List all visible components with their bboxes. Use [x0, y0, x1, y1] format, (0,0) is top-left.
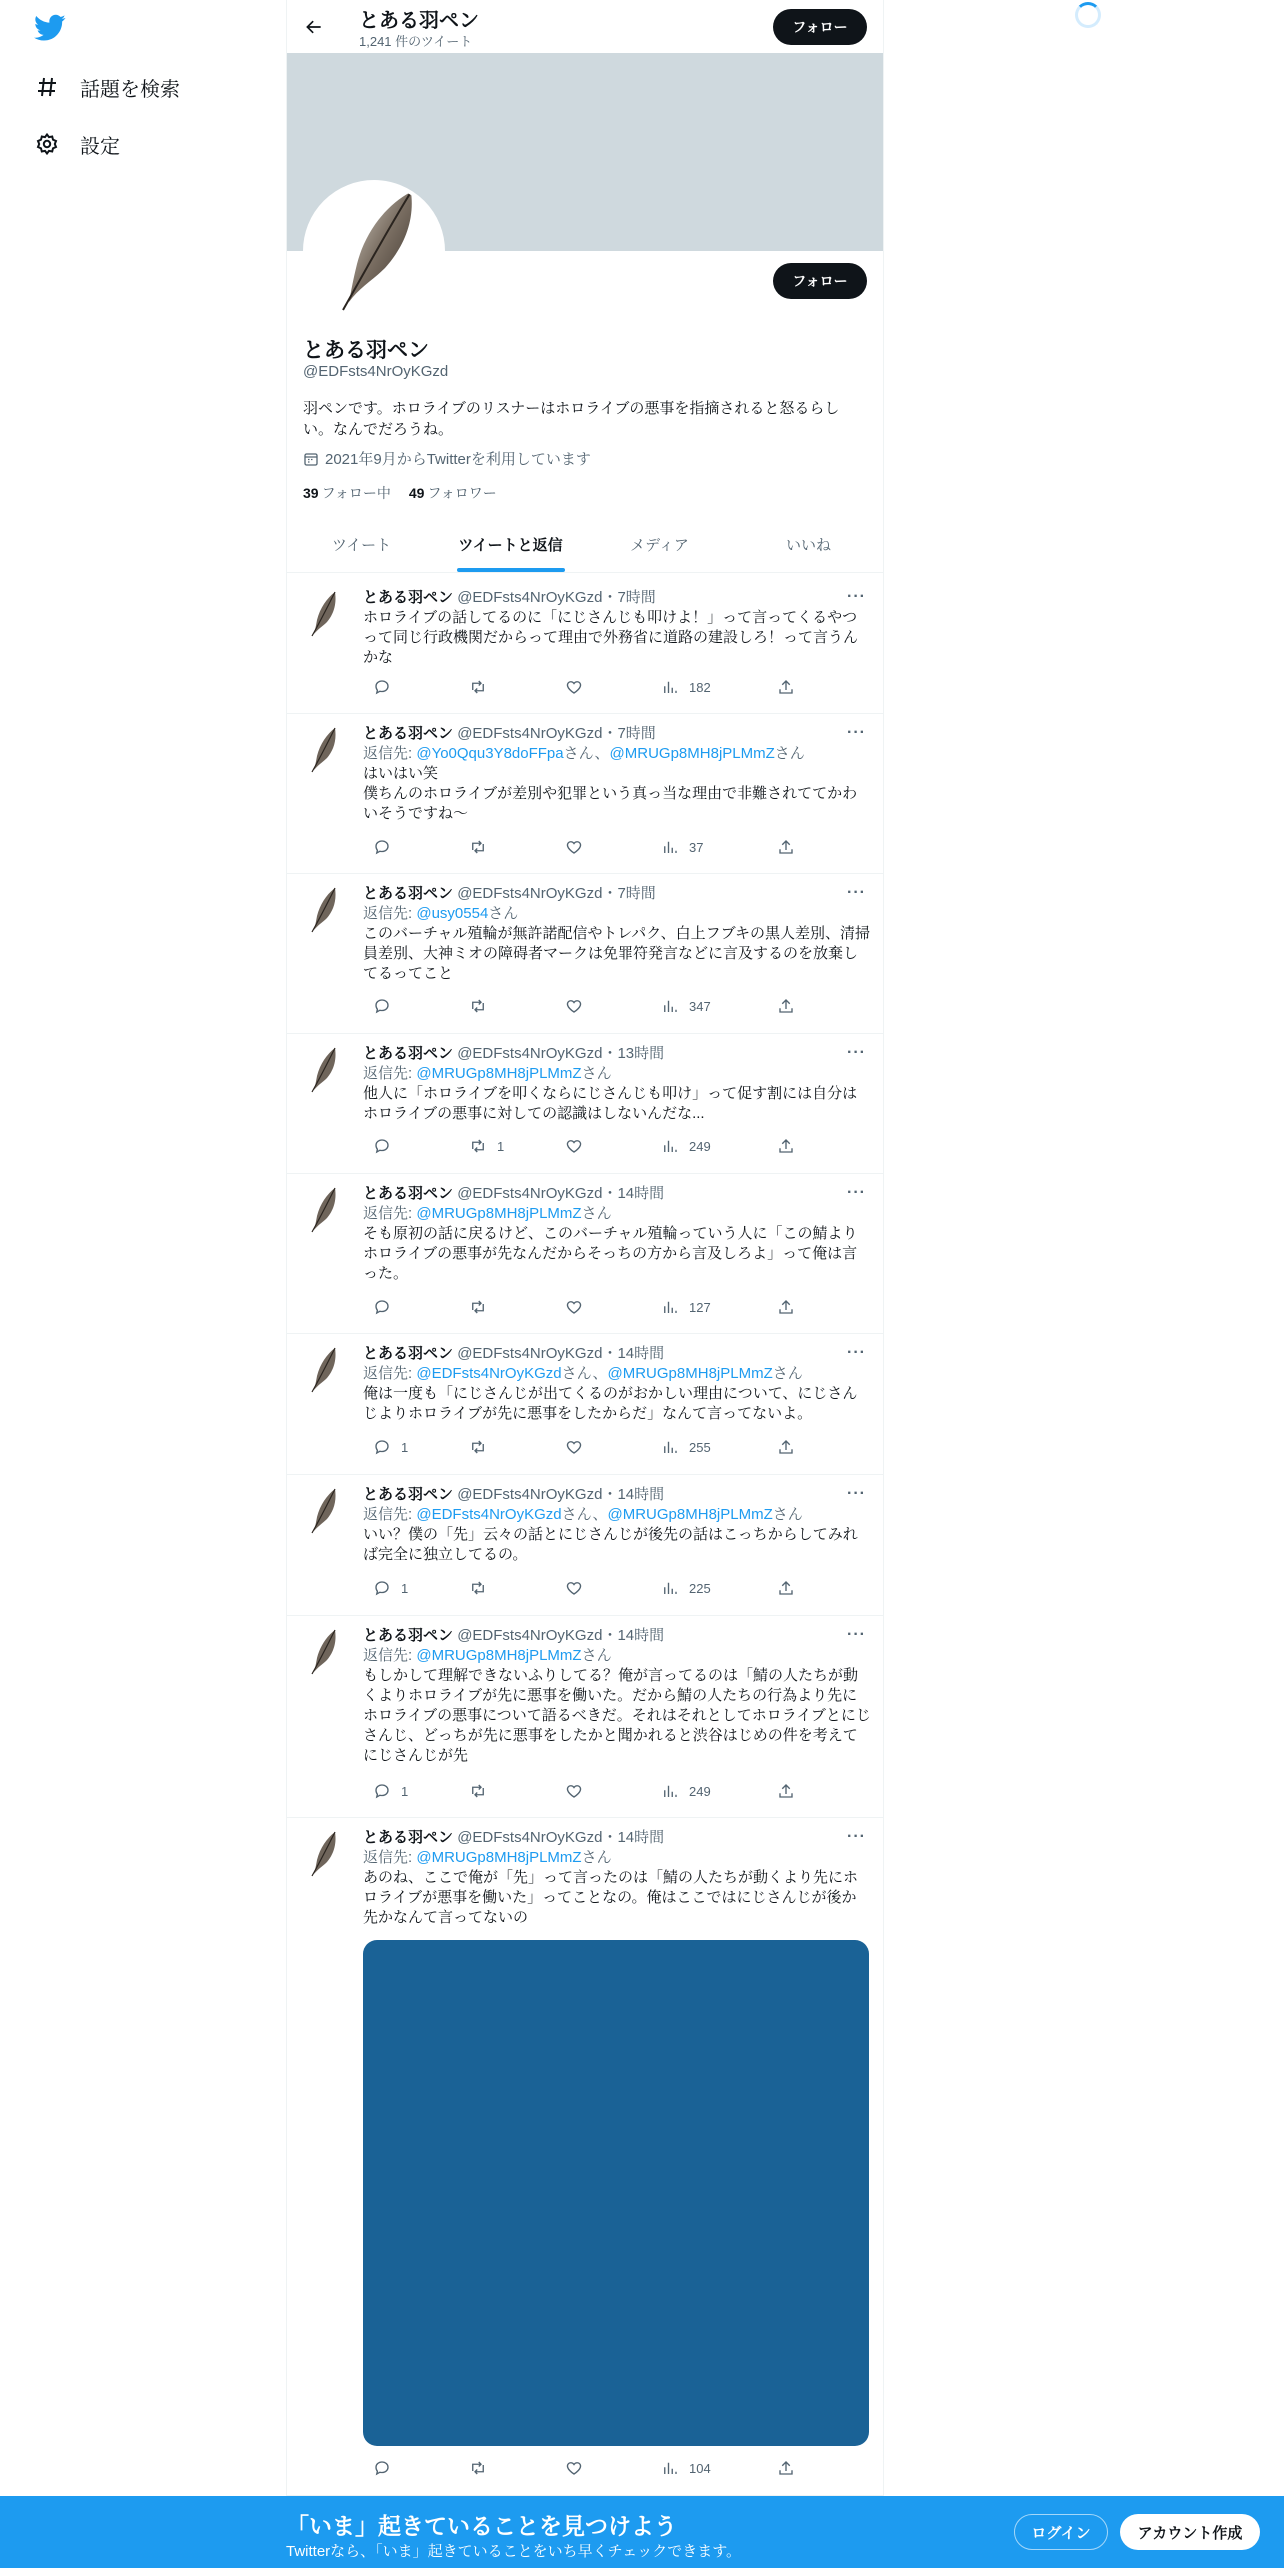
retweet-button[interactable]: [459, 1137, 504, 1155]
tweet-text: ホロライブの話してるのに「にじさんじも叩けよ！」って言ってくるやつって同じ行政機関だからって理由で外務省に道路の建設しろ！って言うんかな: [363, 609, 859, 666]
retweet-icon: [469, 838, 487, 856]
tweet-body: [363, 724, 871, 824]
tweet-author-handle[interactable]: @EDFsts4NrOyKGzd: [457, 885, 603, 902]
retweet-icon: [469, 1782, 487, 1800]
nav-settings-label: 設定: [80, 135, 120, 158]
tweet-author-handle[interactable]: @EDFsts4NrOyKGzd: [457, 1045, 603, 1062]
views-button[interactable]: [651, 1137, 711, 1155]
more-options-icon[interactable]: ···: [847, 1344, 866, 1361]
quill-feather-icon: [303, 1186, 343, 1234]
mention-link[interactable]: @EDFsts4NrOyKGzd: [416, 1365, 562, 1382]
mention-suffix: さん: [772, 1365, 803, 1382]
views-icon: [661, 1782, 679, 1800]
tweet-text: そも原初の話に戻るけど、このバーチャル殖輪っていう人に「この鯖よりホロライブの悪事が先なんだからそっちの方から言及しろよ」って俺は言った。: [363, 1225, 858, 1282]
bottom-bar-subtitle: Twitterなら、「いま」起きていることをいち早くチェックできます。: [286, 2543, 742, 2560]
tweet-time[interactable]: 7時間: [617, 589, 656, 606]
views-count: 127: [689, 1299, 711, 1315]
reply-button[interactable]: [363, 997, 391, 1015]
reply-button[interactable]: [363, 1298, 391, 1316]
tweet-separator: ・: [602, 885, 618, 902]
tweet-reply-to: [363, 744, 871, 764]
reply-icon: [373, 997, 391, 1015]
tweet-time[interactable]: 14時間: [617, 1486, 665, 1503]
like-button[interactable]: [555, 838, 583, 856]
tweet-header: [363, 1485, 871, 1505]
share-icon: [777, 1438, 795, 1456]
share-icon: [777, 997, 795, 1015]
profile-header-bar: [287, 0, 883, 53]
reply-icon: [373, 2459, 391, 2477]
mention-link[interactable]: @usy0554: [416, 905, 489, 922]
like-button[interactable]: [555, 997, 583, 1015]
profile-joined: [303, 448, 591, 469]
share-button[interactable]: [767, 1298, 795, 1316]
twitter-logo-icon[interactable]: [34, 14, 66, 42]
tweet-time[interactable]: 7時間: [617, 725, 656, 742]
tweet-author-handle[interactable]: @EDFsts4NrOyKGzd: [457, 1627, 603, 1644]
share-button[interactable]: [767, 838, 795, 856]
tweet-author-handle[interactable]: @EDFsts4NrOyKGzd: [457, 1829, 603, 1846]
back-arrow-icon[interactable]: [299, 12, 329, 42]
followers-count: 49: [408, 485, 425, 501]
signup-bottom-bar: [0, 2496, 1284, 2568]
tweet-separator: ・: [602, 589, 618, 606]
reply-button[interactable]: [363, 1782, 408, 1800]
reply-icon: [373, 1579, 391, 1597]
retweet-icon: [469, 1579, 487, 1597]
retweet-button[interactable]: [459, 2459, 487, 2477]
mention-link[interactable]: @MRUGp8MH8jPLMmZ: [416, 1647, 582, 1664]
retweet-button[interactable]: [459, 1298, 487, 1316]
reply-button[interactable]: [363, 1137, 391, 1155]
tweet-avatar[interactable]: [303, 886, 343, 934]
mention-suffix: さん: [581, 1205, 612, 1222]
like-icon: [565, 1579, 583, 1597]
tweet-actions: [363, 837, 783, 857]
more-options-icon[interactable]: ···: [847, 884, 866, 901]
header-tweet-count: 1,241 件のツイート: [359, 34, 473, 49]
tweet-separator: ・: [602, 725, 618, 742]
quill-feather-icon: [303, 590, 343, 638]
tweet-header: [363, 1828, 871, 1848]
mention-link[interactable]: @MRUGp8MH8jPLMmZ: [607, 1365, 773, 1382]
followers-link[interactable]: [409, 483, 497, 503]
share-button[interactable]: [767, 1137, 795, 1155]
tweet-actions: [363, 677, 783, 697]
retweet-button[interactable]: [459, 678, 487, 696]
retweet-button[interactable]: [459, 1579, 487, 1597]
tweet-text: このバーチャル殖輪が無許諾配信やトレパク、白上フブキの黒人差別、清掃員差別、大神ミオの障碍者マークは免罪符発言などに言及するのを放棄してるってこと: [363, 925, 871, 982]
tweet-separator: ・: [602, 1185, 618, 1202]
views-button[interactable]: [651, 1438, 711, 1456]
tweet-separator: ・: [602, 1345, 618, 1362]
share-button[interactable]: [767, 678, 795, 696]
tweet-author-name[interactable]: とある羽ペン: [363, 725, 454, 742]
loading-spinner-icon: [1075, 2, 1101, 28]
tweet-reply-to: [363, 1848, 871, 1868]
quill-feather-icon: [303, 1628, 343, 1676]
mention-link[interactable]: @EDFsts4NrOyKGzd: [416, 1506, 562, 1523]
retweet-icon: [469, 1438, 487, 1456]
tweet-avatar[interactable]: [303, 1186, 343, 1234]
tweet-media-image[interactable]: [363, 1940, 869, 2446]
share-button[interactable]: [767, 1579, 795, 1597]
quill-feather-icon: [303, 886, 343, 934]
tweet-reply-to: [363, 1064, 871, 1084]
more-options-icon[interactable]: ···: [847, 724, 866, 741]
like-icon: [565, 2459, 583, 2477]
views-count: 249: [689, 1783, 711, 1799]
profile-avatar[interactable]: [303, 180, 445, 322]
tweet-body: [363, 588, 871, 668]
reply-icon: [373, 1298, 391, 1316]
tweet[interactable]: [287, 1334, 883, 1475]
tweet[interactable]: [287, 1174, 883, 1334]
views-button[interactable]: [651, 1579, 711, 1597]
views-count: 37: [689, 839, 704, 855]
tweet-author-name[interactable]: とある羽ペン: [363, 1185, 454, 1202]
tweet-text: 他人に「ホロライブを叩くならにじさんじも叩け」って促す割には自分はホロライブの悪事に対しての認識はしないんだな...: [363, 1085, 858, 1122]
reply-button[interactable]: [363, 2459, 391, 2477]
tweet-time[interactable]: 14時間: [617, 1185, 665, 1202]
calendar-icon: [303, 451, 319, 467]
tweet-author-name[interactable]: とある羽ペン: [363, 1627, 454, 1644]
reply-button[interactable]: [363, 838, 391, 856]
profile-follow-button[interactable]: フォロー: [773, 263, 867, 299]
following-count: 39: [303, 485, 319, 501]
more-options-icon[interactable]: ···: [847, 1626, 866, 1643]
tweet-author-handle[interactable]: @EDFsts4NrOyKGzd: [457, 1345, 603, 1362]
tweet-body: [363, 1626, 871, 1766]
views-button[interactable]: [651, 838, 703, 856]
quill-feather-icon: [303, 726, 343, 774]
reply-button[interactable]: [363, 1579, 408, 1597]
quill-feather-icon: [303, 1830, 343, 1878]
mention-suffix: さん: [581, 1065, 612, 1082]
retweet-button[interactable]: [459, 1782, 487, 1800]
views-count: 104: [689, 2460, 711, 2476]
tweet[interactable]: [287, 874, 883, 1034]
mention-suffix: さん、: [561, 1365, 608, 1382]
more-options-icon[interactable]: ···: [847, 588, 866, 605]
reply-icon: [373, 1438, 391, 1456]
tweet-actions: [363, 2458, 783, 2478]
mention-suffix: さん: [581, 1849, 612, 1866]
mention-suffix: さん: [581, 1647, 612, 1664]
tweet-header: [363, 1626, 871, 1646]
header-follow-button[interactable]: フォロー: [773, 9, 867, 45]
tweet-body: [363, 1184, 871, 1284]
hashtag-icon: [34, 74, 60, 100]
profile-tabs: [287, 516, 883, 573]
bottom-bar-title: 「いま」起きていることを見つけよう: [286, 2513, 677, 2539]
profile-name: とある羽ペン: [303, 339, 429, 362]
tweet-reply-to: [363, 904, 871, 924]
like-button[interactable]: [555, 678, 583, 696]
retweet-icon: [469, 1298, 487, 1316]
tweet-time[interactable]: 7時間: [617, 885, 656, 902]
tweet-time[interactable]: 14時間: [617, 1829, 665, 1846]
tweet[interactable]: [287, 714, 883, 874]
mention-link[interactable]: @MRUGp8MH8jPLMmZ: [609, 745, 775, 762]
like-icon: [565, 1137, 583, 1155]
tweet[interactable]: [287, 1034, 883, 1174]
profile-bio: 羽ペンです。ホロライブのリスナーはホロライブの悪事を指摘されると怒るらしい。なんでだろうね。: [303, 400, 840, 438]
tweet-text: いい？僕の「先」云々の話とにじさんじが後先の話はこっちからしてみれば完全に独立してるの。: [363, 1526, 858, 1563]
tweet-author-handle[interactable]: @EDFsts4NrOyKGzd: [457, 1486, 603, 1503]
share-button[interactable]: [767, 1782, 795, 1800]
tweet-text: もしかして理解できないふりしてる？俺が言ってるのは「鯖の人たちが動くよりホロライブが先に悪事を働いた。だから鯖の人たちの行為より先にホロライブの悪事について語るべきだ。それはそれとしてホロライブとにじさんじ、どっちが先に悪事をしたかと聞かれると渋谷はじめの件を考えてにじさんじが先: [363, 1667, 871, 1764]
share-icon: [777, 1782, 795, 1800]
tweet-author-handle[interactable]: @EDFsts4NrOyKGzd: [457, 1185, 603, 1202]
tweet-time[interactable]: 13時間: [617, 1045, 665, 1062]
tweet[interactable]: [287, 1616, 883, 1818]
like-button[interactable]: [555, 1298, 583, 1316]
like-icon: [565, 838, 583, 856]
tweet-text: あのね、ここで俺が「先」って言ったのは「鯖の人たちが動くより先にホロライブが悪事を働いた」ってことなの。俺はここではにじさんじが後か先かなんて言ってないの: [363, 1869, 859, 1926]
tweet-avatar[interactable]: [303, 1830, 343, 1878]
reply-prefix: 返信先:: [363, 905, 417, 922]
tweet-body: [363, 884, 871, 984]
reply-button[interactable]: [363, 1438, 408, 1456]
tweet-avatar[interactable]: [303, 1628, 343, 1676]
mention-link[interactable]: @MRUGp8MH8jPLMmZ: [607, 1506, 773, 1523]
views-icon: [661, 997, 679, 1015]
mention-link[interactable]: @MRUGp8MH8jPLMmZ: [416, 1065, 582, 1082]
share-button[interactable]: [767, 1438, 795, 1456]
tweet-author-name[interactable]: とある羽ペン: [363, 1486, 454, 1503]
tweet-body: [363, 1344, 871, 1424]
tweet-text: 俺は一度も「にじさんじが出てくるのがおかしい理由について、にじさんじよりホロライブが先に悪事をしたからだ」なんて言ってないよ。: [363, 1385, 858, 1422]
tweet[interactable]: [287, 578, 883, 714]
like-icon: [565, 1298, 583, 1316]
views-button[interactable]: [651, 1298, 711, 1316]
tweet-text: はいはい笑 僕ちんのホロライブが差別や犯罪という真っ当な理由で非難されててかわいそうですね〜: [363, 765, 858, 822]
like-button[interactable]: [555, 1438, 583, 1456]
views-button[interactable]: [651, 1782, 711, 1800]
views-count: 255: [689, 1439, 711, 1455]
tweet-author-name[interactable]: とある羽ペン: [363, 885, 454, 902]
tweet-author-name[interactable]: とある羽ペン: [363, 1045, 454, 1062]
reply-prefix: 返信先:: [363, 745, 417, 762]
views-icon: [661, 838, 679, 856]
views-icon: [661, 2459, 679, 2477]
reply-icon: [373, 1137, 391, 1155]
following-link[interactable]: [303, 483, 391, 503]
tweet-author-handle[interactable]: @EDFsts4NrOyKGzd: [457, 725, 603, 742]
retweet-icon: [469, 997, 487, 1015]
views-button[interactable]: [651, 997, 711, 1015]
nav-settings[interactable]: [34, 124, 120, 164]
tweet-actions: [363, 1781, 783, 1801]
tweet[interactable]: [287, 1475, 883, 1616]
retweet-button[interactable]: [459, 838, 487, 856]
views-icon: [661, 1579, 679, 1597]
mention-suffix: さん、: [563, 745, 610, 762]
tweet-time[interactable]: 14時間: [617, 1627, 665, 1644]
tweet-author-name[interactable]: とある羽ペン: [363, 589, 454, 606]
views-count: 225: [689, 1580, 711, 1596]
quill-feather-icon: [303, 1487, 343, 1535]
profile-follow-stats: [303, 483, 497, 503]
reply-prefix: 返信先:: [363, 1849, 417, 1866]
retweet-count: 1: [497, 1138, 505, 1154]
reply-prefix: 返信先:: [363, 1506, 417, 1523]
share-icon: [777, 1298, 795, 1316]
like-button[interactable]: [555, 1579, 583, 1597]
tweet-actions: [363, 1136, 783, 1156]
tweet-header: [363, 1184, 871, 1204]
retweet-icon: [469, 1137, 487, 1155]
share-icon: [777, 678, 795, 696]
reply-prefix: 返信先:: [363, 1647, 417, 1664]
tweet[interactable]: [287, 1818, 883, 2496]
tweet-body: [363, 1828, 871, 2446]
mention-link[interactable]: @Yo0Qqu3Y8doFFpa: [416, 745, 564, 762]
tweet-avatar[interactable]: [303, 1487, 343, 1535]
tweet-separator: ・: [602, 1486, 618, 1503]
tweet-actions: [363, 1297, 783, 1317]
following-label: フォロー中: [321, 485, 391, 501]
reply-prefix: 返信先:: [363, 1365, 417, 1382]
more-options-icon[interactable]: ···: [847, 1485, 866, 1502]
tab-media[interactable]: メディア: [630, 536, 689, 554]
tweet-header: [363, 724, 871, 744]
mention-suffix: さん: [774, 745, 805, 762]
quill-feather-icon: [303, 1046, 343, 1094]
views-icon: [661, 1298, 679, 1316]
tweet-body: [363, 1044, 871, 1124]
tweet-reply-to: [363, 1505, 871, 1525]
reply-count: 1: [401, 1783, 409, 1799]
mention-suffix: さん、: [561, 1506, 608, 1523]
tab-likes[interactable]: いいね: [785, 536, 831, 554]
views-icon: [661, 1137, 679, 1155]
reply-icon: [373, 1782, 391, 1800]
share-button[interactable]: [767, 997, 795, 1015]
mention-link[interactable]: @MRUGp8MH8jPLMmZ: [416, 1205, 582, 1222]
reply-icon: [373, 838, 391, 856]
views-icon: [661, 1438, 679, 1456]
retweet-icon: [469, 678, 487, 696]
tweet-body: [363, 1485, 871, 1565]
share-icon: [777, 1579, 795, 1597]
login-button[interactable]: ログイン: [1014, 2514, 1108, 2550]
views-count: 347: [689, 998, 711, 1014]
tweet-separator: ・: [602, 1045, 618, 1062]
mention-link[interactable]: @MRUGp8MH8jPLMmZ: [416, 1849, 582, 1866]
more-options-icon[interactable]: ···: [847, 1044, 866, 1061]
share-icon: [777, 1137, 795, 1155]
tweet-header: [363, 884, 871, 904]
tweet-avatar[interactable]: [303, 726, 343, 774]
reply-icon: [373, 678, 391, 696]
like-button[interactable]: [555, 1782, 583, 1800]
views-button[interactable]: [651, 678, 711, 696]
like-icon: [565, 1782, 583, 1800]
tweet-actions: [363, 1578, 783, 1598]
tab-tweets-and-replies[interactable]: ツイートと返信: [436, 516, 585, 572]
tab-tweets[interactable]: ツイート: [331, 536, 392, 554]
tweet-header: [363, 1044, 871, 1064]
tweet-author-name[interactable]: とある羽ペン: [363, 1829, 454, 1846]
share-icon: [777, 838, 795, 856]
quill-feather-icon: [303, 1346, 343, 1394]
share-icon: [777, 2459, 795, 2477]
more-options-icon[interactable]: ···: [847, 1828, 866, 1845]
like-icon: [565, 1438, 583, 1456]
like-icon: [565, 997, 583, 1015]
signup-button[interactable]: アカウント作成: [1120, 2514, 1260, 2550]
reply-button[interactable]: [363, 678, 391, 696]
nav-explore[interactable]: [34, 67, 180, 107]
gear-icon: [34, 131, 60, 157]
mention-suffix: さん: [772, 1506, 803, 1523]
main-column: [286, 0, 884, 2568]
profile-joined-text: 2021年9月からTwitterを利用しています: [325, 451, 591, 468]
reply-count: 1: [401, 1439, 409, 1455]
tweet-separator: ・: [602, 1829, 618, 1846]
tweet-actions: [363, 1437, 783, 1457]
tweet-actions: [363, 996, 783, 1016]
like-button[interactable]: [555, 2459, 583, 2477]
reply-prefix: 返信先:: [363, 1205, 417, 1222]
tweet-author-handle[interactable]: @EDFsts4NrOyKGzd: [457, 589, 603, 606]
tweet-reply-to: [363, 1646, 871, 1666]
like-button[interactable]: [555, 1137, 583, 1155]
tweet-author-name[interactable]: とある羽ペン: [363, 1345, 454, 1362]
reply-count: 1: [401, 1580, 409, 1596]
more-options-icon[interactable]: ···: [847, 1184, 866, 1201]
retweet-button[interactable]: [459, 997, 487, 1015]
tweet-header: [363, 588, 871, 608]
retweet-icon: [469, 2459, 487, 2477]
tweet-separator: ・: [602, 1627, 618, 1644]
share-button[interactable]: [767, 2459, 795, 2477]
header-profile-name: とある羽ペン: [359, 10, 479, 32]
reply-prefix: 返信先:: [363, 1065, 417, 1082]
views-count: 249: [689, 1138, 711, 1154]
tweet-avatar[interactable]: [303, 590, 343, 638]
followers-label: フォロワー: [427, 485, 497, 501]
tweet-reply-to: [363, 1204, 871, 1224]
views-button[interactable]: [651, 2459, 711, 2477]
quill-feather-icon: [307, 184, 441, 318]
tweet-avatar[interactable]: [303, 1346, 343, 1394]
mention-suffix: さん: [488, 905, 519, 922]
tweet-time[interactable]: 14時間: [617, 1345, 665, 1362]
views-icon: [661, 678, 679, 696]
tweet-avatar[interactable]: [303, 1046, 343, 1094]
nav-explore-label: 話題を検索: [80, 78, 180, 101]
like-icon: [565, 678, 583, 696]
views-count: 182: [689, 679, 711, 695]
retweet-button[interactable]: [459, 1438, 487, 1456]
profile-handle: @EDFsts4NrOyKGzd: [303, 363, 449, 380]
tweet-reply-to: [363, 1364, 871, 1384]
tweet-header: [363, 1344, 871, 1364]
